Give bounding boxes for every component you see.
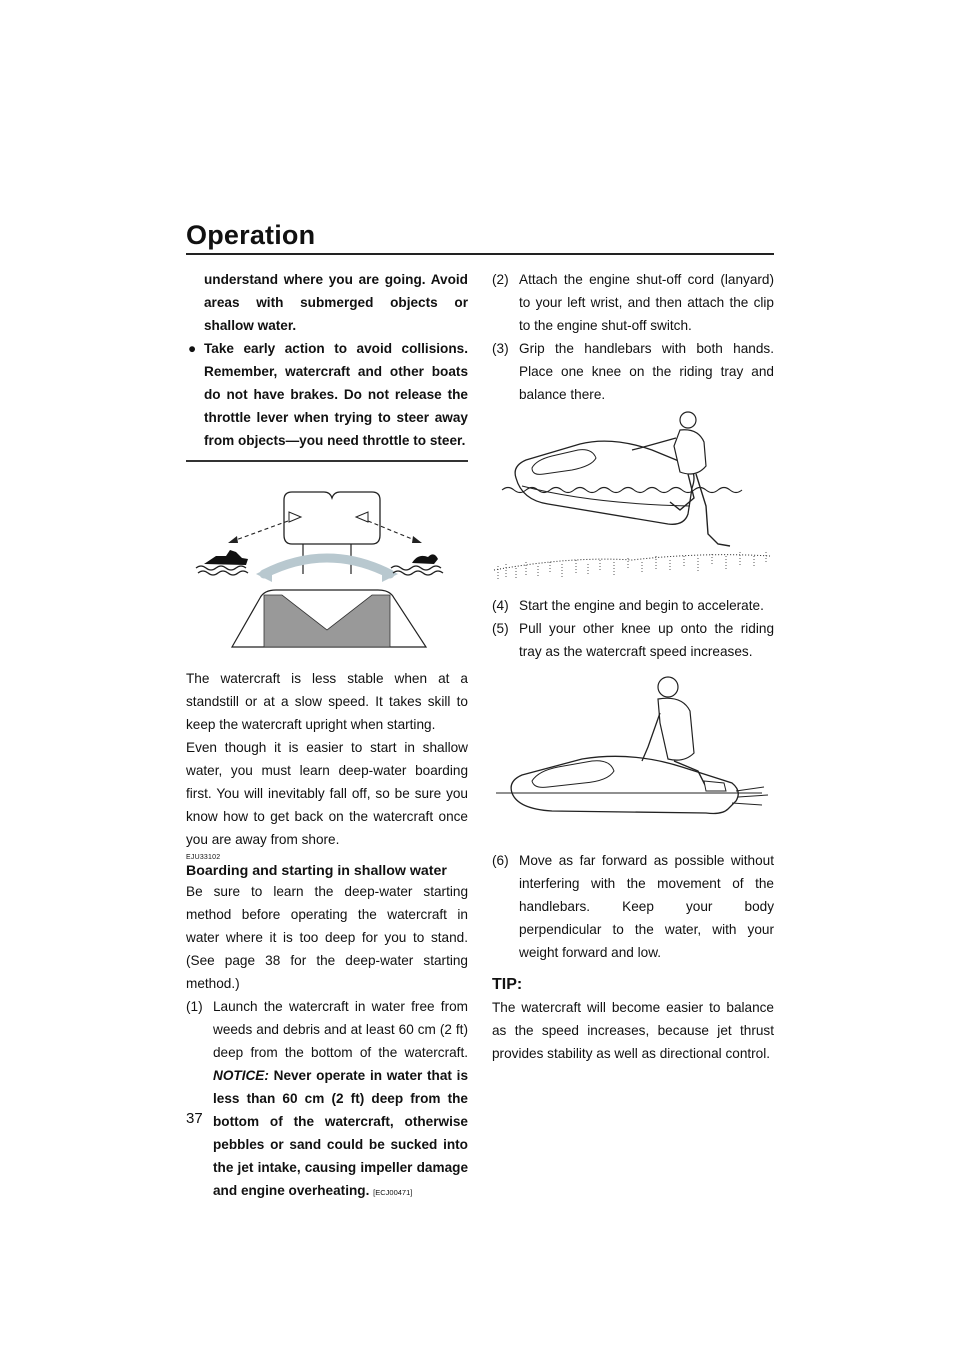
step-5-number: (5) [492,621,509,636]
step-4-text: Start the engine and begin to accelerate. [519,598,764,613]
step-5 [492,617,774,663]
step-1 [186,995,468,1204]
boarding-illustration [492,406,774,594]
step-2 [492,268,774,337]
rider-arm [632,438,676,450]
step-5-text: Pull your other knee up onto the riding tray as the watercraft speed increases. [519,621,774,659]
notice-code: [ECJ00471] [373,1188,413,1197]
title-rule [186,253,774,255]
notice-label: NOTICE: [213,1068,269,1083]
step-1-text: Launch the watercraft in water free from weeds and debris and at least 60 cm (2 ft) deep from the bottom of the watercraft. [213,999,468,1060]
paragraph-deep-water: Even though it is easier to start in shallow water, you must learn deep-water boarding first. You will inevitably fall off, so be sure you know how to get back on the watercraft once you are away from shore. [186,740,468,847]
left-column [186,268,468,1204]
step-6 [492,849,774,964]
rider-vest [674,430,706,474]
head-turn-arrowhead-left [256,566,272,582]
step-3 [492,337,774,406]
distant-watercraft-icon [204,550,248,565]
rider-foot [704,781,726,791]
wave-left-2 [198,571,248,575]
step-4-number: (4) [492,598,509,613]
page-number: 37 [186,1110,203,1127]
rider-arm [642,713,660,761]
rider-vest [658,698,694,760]
head-turn-arrow [264,558,390,574]
wave-right-2 [393,571,443,575]
rider-head [658,677,678,697]
sightline-right-arrowhead [412,536,422,543]
sightline-left-arrowhead [228,536,238,543]
step-6-number: (6) [492,853,509,868]
warning-bullet-item [186,337,468,452]
tip-label: TIP: [492,976,523,993]
step-3-text: Grip the handlebars with both hands. Place one knee on the riding tray and balance there. [519,341,774,402]
notice-text: Never operate in water that is less than 60 cm (2 ft) deep from the bottom of the watercraft, otherwise pebbles or sand could be sucked into the jet intake, causing impeller damage and engine overheating. [213,1068,468,1198]
step-1-number: (1) [186,999,203,1014]
section-heading: Boarding and starting in shallow water [186,863,447,879]
wave-left-1 [196,566,246,570]
seabed-line [494,555,770,570]
page-title: Operation [186,220,316,250]
tip-text: The watercraft will become easier to balance as the speed increases, because jet thrust provides stability as well as directional control. [492,1000,774,1061]
step-4 [492,594,774,617]
step-6-text: Move as far forward as possible without interfering with the movement of the handlebars. Keep your body perpendicular to the water, with your weight forward and low. [519,853,774,960]
rider-view-illustration [186,462,468,667]
rider-standing-leg [696,474,730,546]
step-2-number: (2) [492,272,509,287]
wave-right-1 [391,566,441,570]
rider-head [680,412,696,428]
warning-bullet-text: Take early action to avoid collisions. Remember, watercraft and other boats do not have brakes. Do not release the throttle lever when trying to steer away from objects—you need throttle to steer. [204,341,468,448]
paragraph-intro: Be sure to learn the deep-water starting method before operating the watercraft in water where it is too deep for you to stand. (See page 38 for the deep-water starting method.) [186,884,468,991]
warning-continuation: understand where you are going. Avoid areas with submerged objects or shallow water. [204,272,468,333]
watercraft-hull [515,441,694,524]
distant-swimmer-icon [412,554,438,564]
step-3-number: (3) [492,341,509,356]
bullet-icon: ● [188,341,197,356]
step-2-text: Attach the engine shut-off cord (lanyard) to your left wrist, and then attach the clip to the engine shut-off switch. [519,272,774,333]
head-turn-arrowhead-right [382,566,398,582]
seabed-gravel [498,552,766,580]
paragraph-stability: The watercraft is less stable when at a standstill or at a slow speed. It takes skill to keep the watercraft upright when starting. [186,671,468,732]
section-code: EJU33102 [186,854,221,861]
sightline-left [233,521,288,541]
riding-tray-illustration [492,663,774,849]
right-column [492,268,774,1065]
